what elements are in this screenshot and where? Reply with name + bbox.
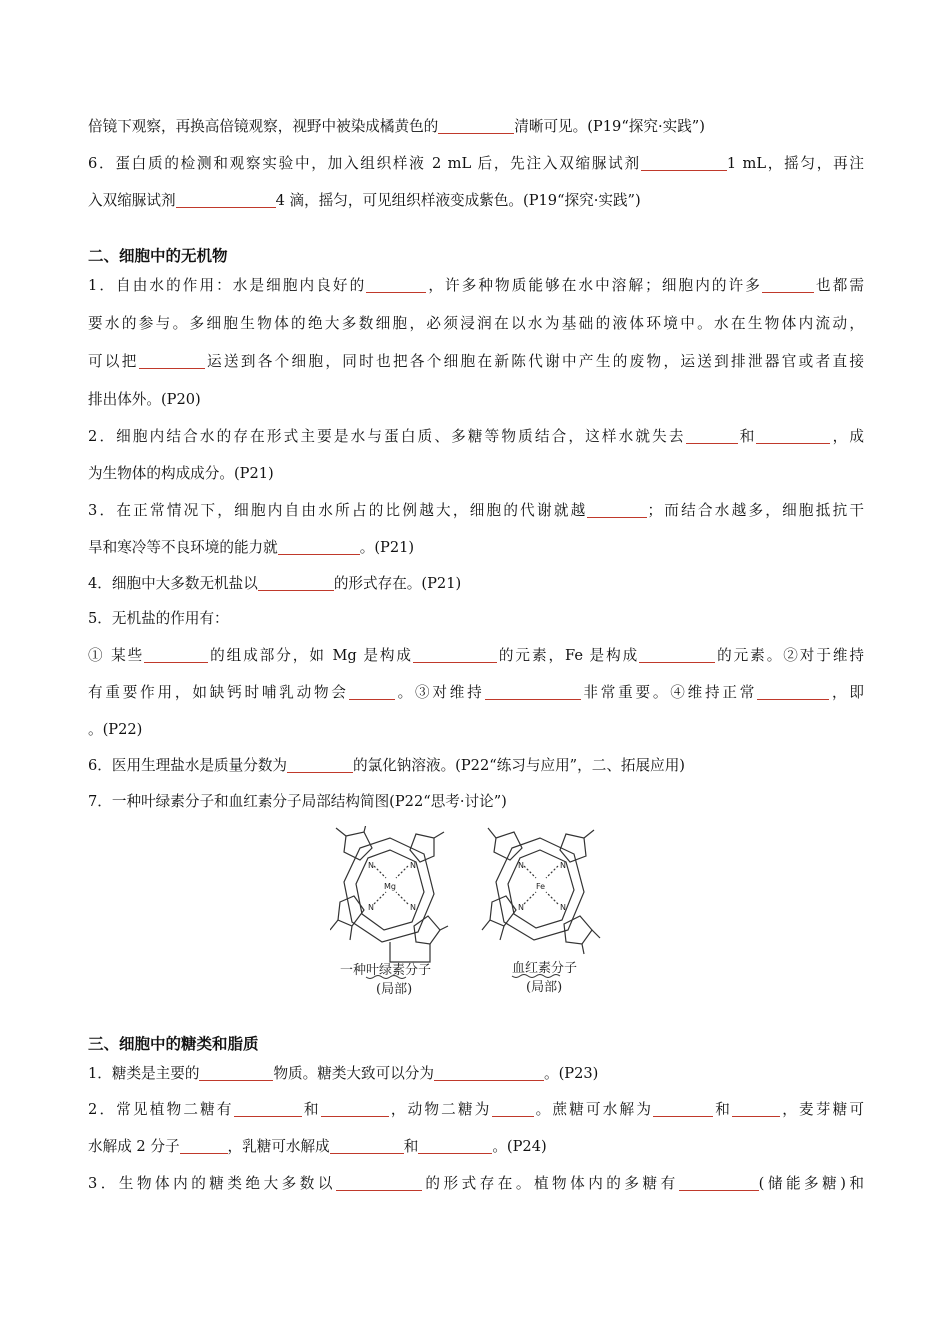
text-line: 旱和寒冷等不良环境的能力就 。(P21) — [88, 539, 415, 556]
fill-blank[interactable] — [278, 538, 360, 555]
text-line: 为生物体的构成成分。(P21) — [88, 465, 274, 482]
text-line: 排出体外。(P20) — [88, 391, 201, 408]
section-heading-inorganic: 二、细胞中的无机物 — [88, 247, 228, 265]
chlorophyll-subcaption: (局部) — [376, 982, 413, 997]
fill-blank[interactable] — [641, 154, 727, 171]
fill-blank[interactable] — [587, 501, 647, 518]
text-line: 水解成 2 分子 ，乳糖可水解成 和 。(P24) — [88, 1138, 547, 1155]
fill-blank[interactable] — [413, 646, 497, 663]
fill-blank[interactable] — [366, 276, 426, 293]
text-line: 7．一种叶绿素分子和血红素分子局部结构简图(P22“思考·讨论”) — [88, 793, 507, 810]
fill-blank[interactable] — [234, 1100, 302, 1117]
fill-blank[interactable] — [336, 1174, 422, 1191]
nitrogen-label: N — [518, 903, 524, 912]
fill-blank[interactable] — [144, 646, 208, 663]
fill-blank[interactable] — [679, 1174, 759, 1191]
text-line: 有重要作用，如缺钙时哺乳动物会 。③对维持 非常重要。④维持正常 ，即 — [88, 684, 864, 701]
fill-blank[interactable] — [349, 683, 395, 700]
text-line: 6．蛋白质的检测和观察实验中，加入组织样液 2 mL 后，先注入双缩脲试剂 1 mL，摇匀，再注 — [88, 155, 864, 172]
fill-blank[interactable] — [434, 1064, 544, 1081]
text-line: 4．细胞中大多数无机盐以 的形式存在。(P21) — [88, 575, 462, 592]
fill-blank[interactable] — [757, 683, 829, 700]
chlorophyll-structure — [330, 826, 448, 962]
fill-blank[interactable] — [686, 427, 738, 444]
heme-subcaption: (局部) — [526, 980, 563, 995]
nitrogen-label: N — [410, 861, 416, 870]
chlorophyll-caption: 一种叶绿素分子 — [340, 963, 432, 978]
text-line: ① 某些 的组成部分，如 Mg 是构成 的元素，Fe 是构成 的元素。②对于维持 — [88, 647, 864, 664]
fill-blank[interactable] — [492, 1100, 534, 1117]
section-heading-carbohydrates-lipids: 三、细胞中的糖类和脂质 — [88, 1035, 259, 1053]
text-line: 2．常见植物二糖有 和 ，动物二糖为 。蔗糖可水解为 和 ，麦芽糖可 — [88, 1101, 864, 1118]
text-line: 3．生物体内的糖类绝大多数以 的形式存在。植物体内的多糖有 (储能多糖)和 — [88, 1175, 864, 1192]
nitrogen-label: N — [518, 861, 524, 870]
fill-blank[interactable] — [732, 1100, 780, 1117]
fill-blank[interactable] — [287, 756, 353, 773]
nitrogen-label: N — [410, 903, 416, 912]
fill-blank[interactable] — [321, 1100, 389, 1117]
fill-blank[interactable] — [418, 1137, 492, 1154]
fill-blank[interactable] — [438, 117, 514, 134]
fill-blank[interactable] — [756, 427, 830, 444]
nitrogen-label: N — [560, 861, 566, 870]
text-line: 1．糖类是主要的 物质。糖类大致可以分为 。(P23) — [88, 1065, 599, 1082]
text-line: 可以把 运送到各个细胞，同时也把各个细胞在新陈代谢中产生的废物，运送到排泄器官或者直接 — [88, 353, 864, 370]
text-line: 1．自由水的作用：水是细胞内良好的 ，许多种物质能够在水中溶解；细胞内的许多 也都需 — [88, 277, 864, 294]
fill-blank[interactable] — [258, 574, 334, 591]
heme-structure — [482, 828, 600, 954]
text-line: 倍镜下观察，再换高倍镜观察，视野中被染成橘黄色的 清晰可见。(P19“探究·实践”) — [88, 118, 705, 135]
iron-label: Fe — [536, 882, 546, 891]
fill-blank[interactable] — [762, 276, 814, 293]
text-line: 3．在正常情况下，细胞内自由水所占的比例越大，细胞的代谢就越 ；而结合水越多，细胞抵抗干 — [88, 502, 864, 519]
porphyrin-structure-figure — [330, 826, 620, 1001]
text-line: 2．细胞内结合水的存在形式主要是水与蛋白质、多糖等物质结合，这样水就失去 和 ，成 — [88, 428, 864, 445]
fill-blank[interactable] — [176, 191, 276, 208]
fill-blank[interactable] — [653, 1100, 713, 1117]
fill-blank[interactable] — [485, 683, 581, 700]
fill-blank[interactable] — [180, 1137, 228, 1154]
fill-blank[interactable] — [330, 1137, 404, 1154]
heme-caption: 血红素分子 — [512, 961, 578, 976]
text-line: 要水的参与。多细胞生物体的绝大多数细胞，必须浸润在以水为基础的液体环境中。水在生物体内流动， — [88, 315, 864, 332]
nitrogen-label: N — [368, 903, 374, 912]
fill-blank[interactable] — [639, 646, 715, 663]
text-line: 5．无机盐的作用有： — [88, 610, 229, 627]
fill-blank[interactable] — [199, 1064, 273, 1081]
nitrogen-label: N — [368, 861, 374, 870]
magnesium-label: Mg — [384, 882, 396, 891]
text-line: 入双缩脲试剂 4 滴，摇匀，可见组织样液变成紫色。(P19“探究·实践”) — [88, 192, 641, 209]
nitrogen-label: N — [560, 903, 566, 912]
text-line: 。(P22) — [88, 721, 143, 738]
text-line: 6．医用生理盐水是质量分数为 的氯化钠溶液。(P22“练习与应用”，二、拓展应用) — [88, 757, 685, 774]
fill-blank[interactable] — [139, 352, 205, 369]
